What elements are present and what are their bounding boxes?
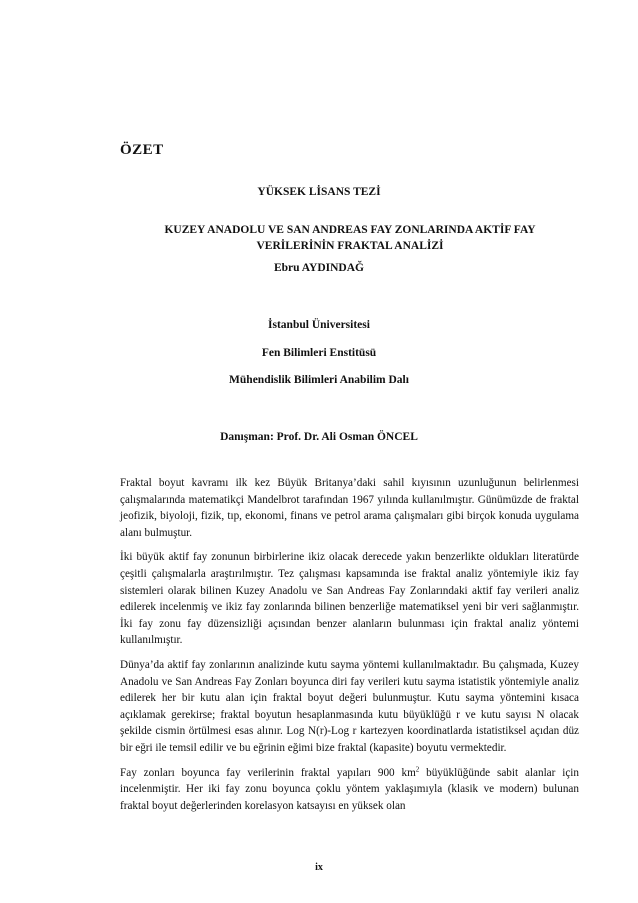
abstract-body <box>120 475 579 822</box>
university-name: İstanbul Üniversitesi <box>268 319 370 331</box>
paragraph: Fraktal boyut kavramı ilk kez Büyük Britanya’daki sahil kıyısının uzunluğunun belirlenmesi çalışmalarında matematikçi Mandelbrot tarafından 1967 yılında kullanılmıştır. Günümüzde de fraktal jeofizik, biyoloji, fizik, tıp, ekonomi, finans ve petrol arama çalışmaları gibi birçok konuda uygulama alanı bulmuştur. <box>120 477 579 539</box>
thesis-title <box>100 222 600 254</box>
thesis-title-line2: VERİLERİNİN FRAKTAL ANALİZİ <box>256 240 444 252</box>
paragraph <box>120 765 579 815</box>
institute-name: Fen Bilimleri Enstitüsü <box>261 347 377 359</box>
thesis-type: YÜKSEK LİSANS TEZİ <box>257 186 381 198</box>
advisor-line: Danışman: Prof. Dr. Ali Osman ÖNCEL <box>220 431 418 443</box>
paragraph-text: büyüklüğünde sabit alanlar için incelenmiştir. Her iki fay zonu boyunca çoklu yöntem yaklaşımıyla (klasik ve modern) bulunan fraktal boyut değerlerinden korelasyon katsayısı en yüksek olan <box>120 766 579 812</box>
author-name: Ebru AYDINDAĞ <box>273 262 364 274</box>
paragraph: Dünya’da aktif fay zonlarının analizinde kutu sayma yöntemi kullanılmaktadır. Bu çalışmada, Kuzey Anadolu ve San Andreas Fay Zonları boyunca diri fay verileri kutu sayma istatistik yöntemiyle analiz edilerek her bir kutu alan için fraktal boyut değeri bulunmuştur. Kutu sayma yöntemini kısaca açıklamak gerekirse; fraktal boyutun hesaplanmasında kutu büyüklüğü r ve kutu sayısı N olacak şekilde cismin örtülmesi esas alınır. Log N(r)-Log r kartezyen koordinatlarda istatistiksel açıdan düz bir eğri ile temsil edilir ve bu eğrinin eğimi bize fraktal (kapasite) boyutu vermektedir. <box>120 658 579 754</box>
summary-heading: ÖZET <box>120 142 164 158</box>
department-name: Mühendislik Bilimleri Anabilim Dalı <box>229 374 409 386</box>
page-number: ix <box>315 862 323 873</box>
paragraph: İki büyük aktif fay zonunun birbirlerine ikiz olacak derecede yakın benzerlikte oldukları literatürde çeşitli çalışmalarla araştırılmıştır. Tez çalışması kapsamında ise fraktal analiz yöntemiyle ikiz fay sistemleri olarak bilinen Kuzey Anadolu ve San Andreas Fay Zonlarındaki aktif fay verileri analiz edilerek incelenmiş ve ikiz fay zonlarında bilinen benzerliğe matematiksel yeni bir veri sağlanmıştır. İki fay zonu fay düzensizliği açısından benzer alanların bulunması için fraktal analiz yöntemi kullanılmıştır. <box>120 551 579 647</box>
paragraph-text: Fay zonları boyunca fay verilerinin fraktal yapıları 900 km <box>120 766 416 779</box>
thesis-title-line1: KUZEY ANADOLU VE SAN ANDREAS FAY ZONLARINDA AKTİF FAY <box>164 224 536 236</box>
superscript: 2 <box>415 764 420 773</box>
